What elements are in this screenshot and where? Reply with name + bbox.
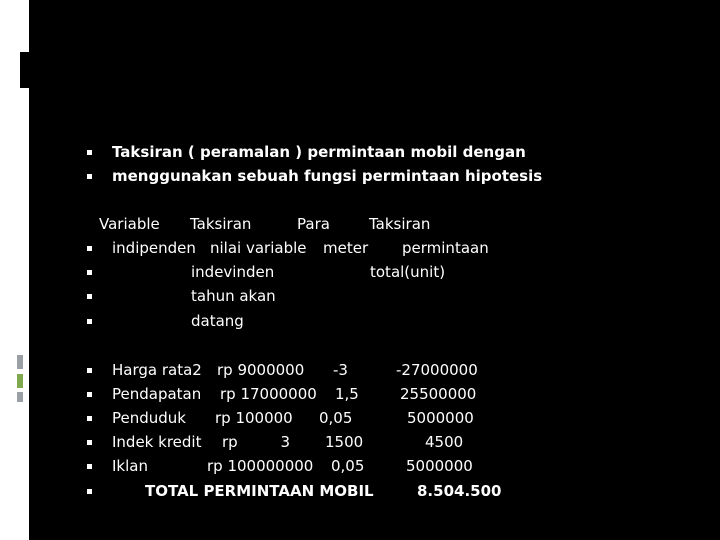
bullet — [87, 489, 92, 494]
bullet — [87, 416, 92, 421]
accent-bar-green — [17, 374, 23, 388]
bullet — [87, 174, 92, 179]
bullet — [87, 270, 92, 275]
row-demand: 5000000 — [406, 457, 473, 475]
total-label: TOTAL PERMINTAAN MOBIL — [145, 482, 374, 500]
header-taksiran: Taksiran — [190, 215, 252, 233]
title-line-1: Taksiran ( peramalan ) permintaan mobil dengan — [112, 143, 526, 161]
header-tahun-akan: tahun akan — [191, 287, 276, 305]
accent-bar-gray-2 — [17, 392, 23, 402]
title-line-2: menggunakan sebuah fungsi permintaan hipotesis — [112, 167, 543, 185]
row-variable: Harga rata2 — [112, 361, 202, 379]
row-estimate: rp 100000 — [215, 409, 293, 427]
accent-bar-white-top2 — [15, 50, 19, 82]
row-demand: 4500 — [425, 433, 464, 451]
bullet — [87, 464, 92, 469]
row-parameter: 0,05 — [319, 409, 353, 427]
header-variable: Variable — [99, 215, 160, 233]
header-indipenden: indipenden — [112, 239, 196, 257]
header-permintaan: permintaan — [402, 239, 489, 257]
row-variable: Penduduk — [112, 409, 186, 427]
bullet — [87, 368, 92, 373]
row-parameter: 1500 — [325, 433, 364, 451]
header-indevinden: indevinden — [191, 263, 275, 281]
row-estimate: rp 3 — [222, 433, 290, 451]
header-meter: meter — [323, 239, 369, 257]
row-variable: Iklan — [112, 457, 148, 475]
row-estimate: rp 100000000 — [207, 457, 314, 475]
row-demand: 25500000 — [400, 385, 477, 403]
bullet — [87, 392, 92, 397]
header-taksiran-total: Taksiran — [369, 215, 431, 233]
row-parameter: 1,5 — [335, 385, 359, 403]
accent-bar-black-top — [20, 52, 31, 88]
row-variable: Pendapatan — [112, 385, 202, 403]
accent-bar-gray — [17, 355, 23, 369]
row-estimate: rp 17000000 — [220, 385, 317, 403]
bullet — [87, 150, 92, 155]
header-para: Para — [297, 215, 330, 233]
row-parameter: -3 — [333, 361, 348, 379]
row-variable: Indek kredit — [112, 433, 202, 451]
bullet — [87, 319, 92, 324]
bullet — [87, 440, 92, 445]
total-value: 8.504.500 — [417, 482, 502, 500]
row-demand: -27000000 — [396, 361, 478, 379]
bullet — [87, 246, 92, 251]
header-nilai-variable: nilai variable — [210, 239, 307, 257]
header-total-unit: total(unit) — [370, 263, 446, 281]
row-estimate: rp 9000000 — [217, 361, 305, 379]
row-parameter: 0,05 — [331, 457, 365, 475]
bullet — [87, 294, 92, 299]
row-demand: 5000000 — [407, 409, 474, 427]
header-datang: datang — [191, 312, 244, 330]
